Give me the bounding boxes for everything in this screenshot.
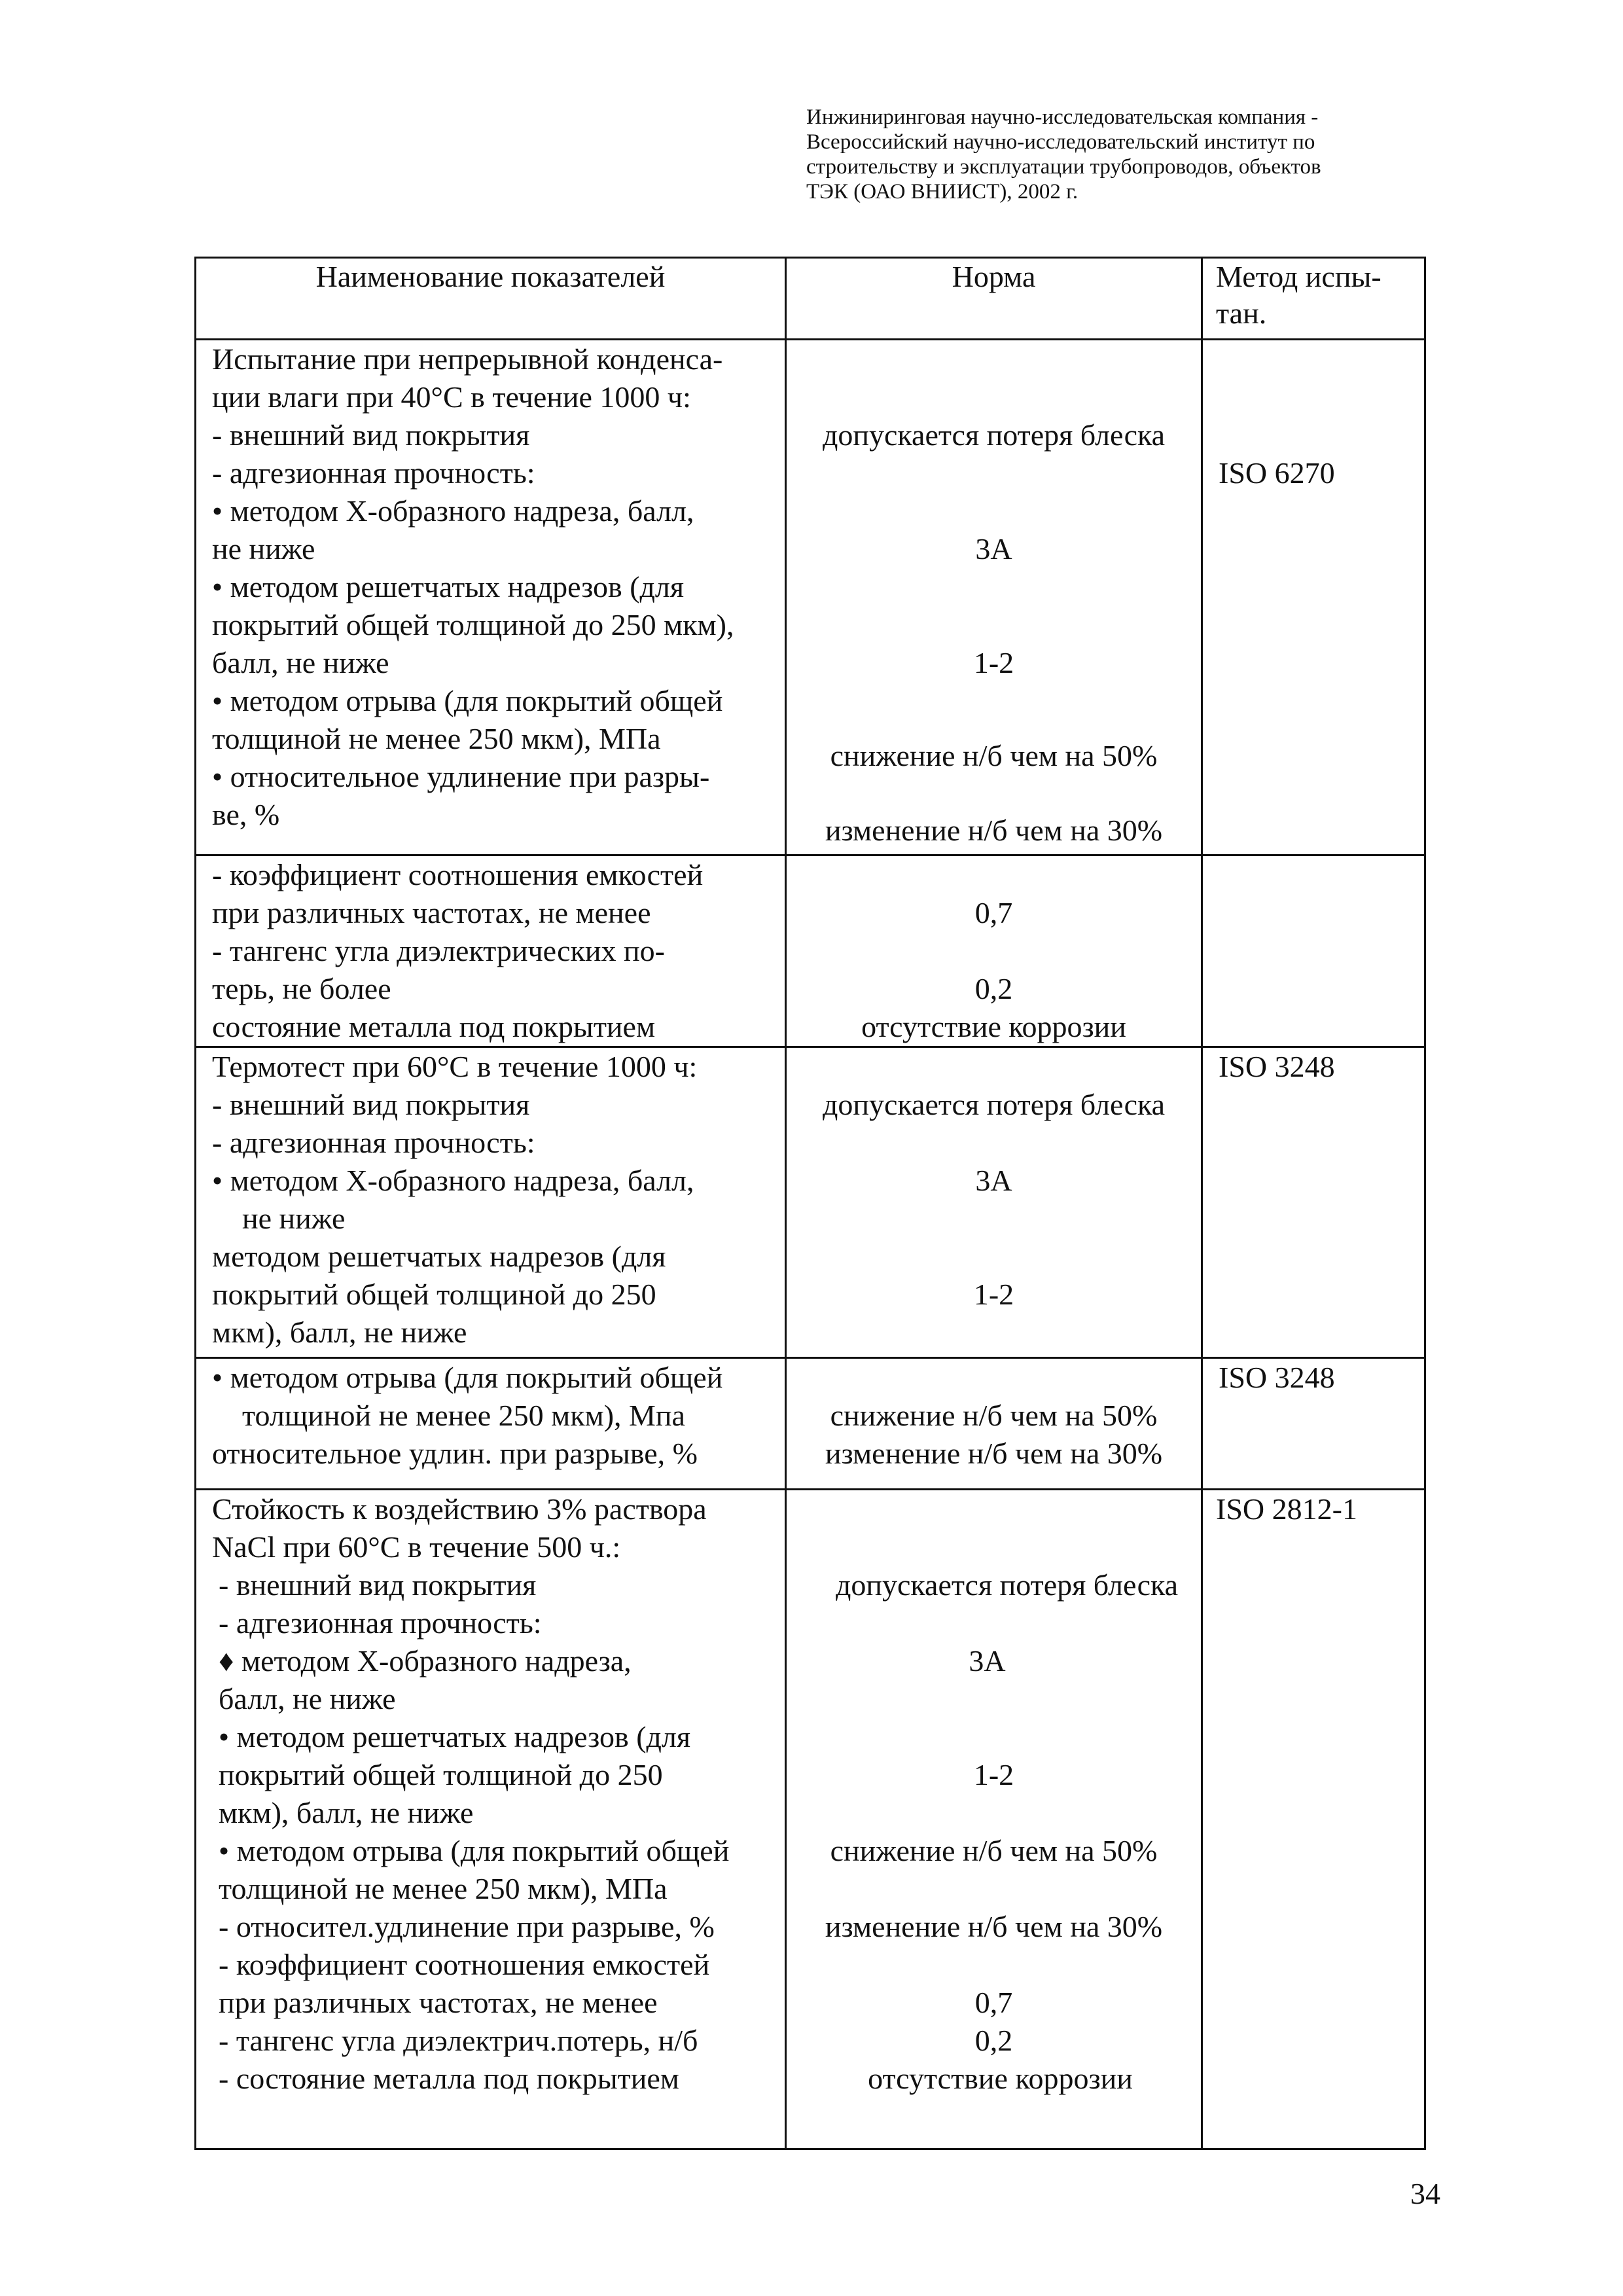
norm-cell [786,1490,1202,2149]
norm-value: снижение н/б чем на 50% [830,1399,1158,1432]
norm-value: отсутствие коррозии [868,2062,1133,2095]
text-line: NaCl при 60°С в течение 500 ч.: [212,1530,621,1564]
header-line: Всероссийский научно-исследовательский институт по [806,130,1315,154]
text-line: ве, % [212,798,280,831]
norm-value: 0,7 [974,896,1013,929]
norm-value: 3А [969,1644,1006,1677]
name-cell [196,340,786,855]
norm-value: изменение н/б чем на 30% [825,814,1163,847]
text-line: состояние металла под покрытием [212,1010,656,1043]
header-method-line: Метод испы- [1216,260,1382,293]
text-line: • методом решетчатых надрезов (для [212,570,685,603]
text-line: - коэффициент соотношения емкостей [219,1948,710,1981]
method-cell [1202,1490,1425,2149]
text-line: - тангенс угла диэлектрических по- [212,934,665,967]
norm-cell [786,855,1202,1047]
text-line: при различных частотах, не менее [219,1986,658,2019]
norm-value: изменение н/б чем на 30% [825,1910,1163,1943]
text-line: терь, не более [212,972,391,1005]
method-value: ISO 6270 [1219,456,1335,490]
header-line: Инжиниринговая научно-исследовательская компания - [806,105,1319,129]
text-line: покрытий общей толщиной до 250 [219,1758,663,1791]
text-line: мкм), балл, не ниже [212,1316,467,1349]
page-number: 34 [1410,2177,1440,2210]
name-cell [196,1047,786,1358]
norm-value: допускается потеря блеска [822,1088,1166,1121]
text-line: ♦ методом Х-образного надреза, [219,1644,632,1677]
header-name: Наименование показателей [196,258,786,340]
text-line: методом решетчатых надрезов (для [212,1240,666,1273]
text-line: - тангенс угла диэлектрич.потерь, н/б [219,2024,698,2057]
text-line: ции влаги при 40°С в течение 1000 ч: [212,380,691,414]
text-line: - внешний вид покрытия [219,1568,537,1602]
text-line: - коэффициент соотношения емкостей [212,858,704,891]
text-line: балл, не ниже [212,646,389,679]
text-line: толщиной не менее 250 мкм), МПа [219,1872,668,1905]
text-line: • методом отрыва (для покрытий общей [212,1361,723,1394]
text-line: относительное удлин. при разрыве, % [212,1437,698,1470]
norm-value: снижение н/б чем на 50% [830,739,1158,772]
text-line: толщиной не менее 250 мкм), Мпа [242,1399,685,1432]
text-line: • методом отрыва (для покрытий общей [219,1834,730,1867]
text-line: • относительное удлинение при разры- [212,760,710,793]
table-row [196,1358,1425,1490]
text-line: - адгезионная прочность: [219,1606,542,1640]
method-cell [1202,855,1425,1047]
text-line: не ниже [212,532,315,565]
text-line: при различных частотах, не менее [212,896,651,929]
name-cell [196,1490,786,2149]
text-line: Испытание при непрерывной конденса- [212,342,723,376]
text-line: • методом Х-образного надреза, балл, [212,1164,694,1197]
text-line: мкм), балл, не ниже [219,1796,474,1829]
norm-value: допускается потеря блеска [835,1568,1179,1602]
text-line: • методом Х-образного надреза, балл, [212,494,694,528]
text-line: • методом отрыва (для покрытий общей [212,684,723,717]
header-line: ТЭК (ОАО ВНИИСТ), 2002 г. [806,180,1079,204]
norm-value: 1-2 [973,1758,1014,1791]
norm-value: 0,2 [974,2024,1013,2057]
method-cell [1202,1358,1425,1490]
header-line: строительству и эксплуатации трубопроводов, объектов [806,155,1321,179]
header-method [1202,258,1425,340]
norm-value: отсутствие коррозии [861,1010,1126,1043]
table-row [196,1047,1425,1358]
norm-value: 0,7 [974,1986,1013,2019]
norm-value: снижение н/б чем на 50% [830,1834,1158,1867]
name-cell [196,855,786,1047]
text-line: балл, не ниже [219,1682,396,1715]
table-row [196,855,1425,1047]
text-line: Стойкость к воздействию 3% раствора [212,1492,707,1526]
text-line: не ниже [242,1202,346,1235]
table-header-row [196,258,1425,340]
text-line: • методом решетчатых надрезов (для [219,1720,691,1753]
text-line: - адгезионная прочность: [212,456,535,490]
norm-value: 1-2 [973,1278,1014,1311]
norm-cell [786,1358,1202,1490]
norm-value: изменение н/б чем на 30% [825,1437,1163,1470]
header-block [806,105,1435,204]
norm-value: 1-2 [973,646,1014,679]
method-cell [1202,340,1425,855]
text-line: - внешний вид покрытия [212,418,530,452]
method-cell [1202,1047,1425,1358]
text-line: - относител.удлинение при разрыве, % [219,1910,715,1943]
norm-cell [786,1047,1202,1358]
norm-value: 3А [975,532,1012,565]
text-line: Термотест при 60°С в течение 1000 ч: [212,1050,698,1083]
norm-value: 3А [975,1164,1012,1197]
name-cell [196,1358,786,1490]
norm-value: 0,2 [974,972,1013,1005]
method-value: ISO 3248 [1219,1361,1335,1394]
requirements-table [194,257,1426,2150]
method-value: ISO 2812-1 [1216,1492,1357,1526]
text-line: покрытий общей толщиной до 250 [212,1278,656,1311]
norm-cell [786,340,1202,855]
table-row [196,1490,1425,2149]
header-method-line: тан. [1216,296,1267,330]
text-line: - адгезионная прочность: [212,1126,535,1159]
table-row [196,340,1425,855]
text-line: толщиной не менее 250 мкм), МПа [212,722,661,755]
text-line: - состояние металла под покрытием [219,2062,679,2095]
text-line: - внешний вид покрытия [212,1088,530,1121]
header-norm: Норма [786,258,1202,340]
norm-value: допускается потеря блеска [822,418,1166,452]
text-line: покрытий общей толщиной до 250 мкм), [212,608,734,641]
method-value: ISO 3248 [1219,1050,1335,1083]
